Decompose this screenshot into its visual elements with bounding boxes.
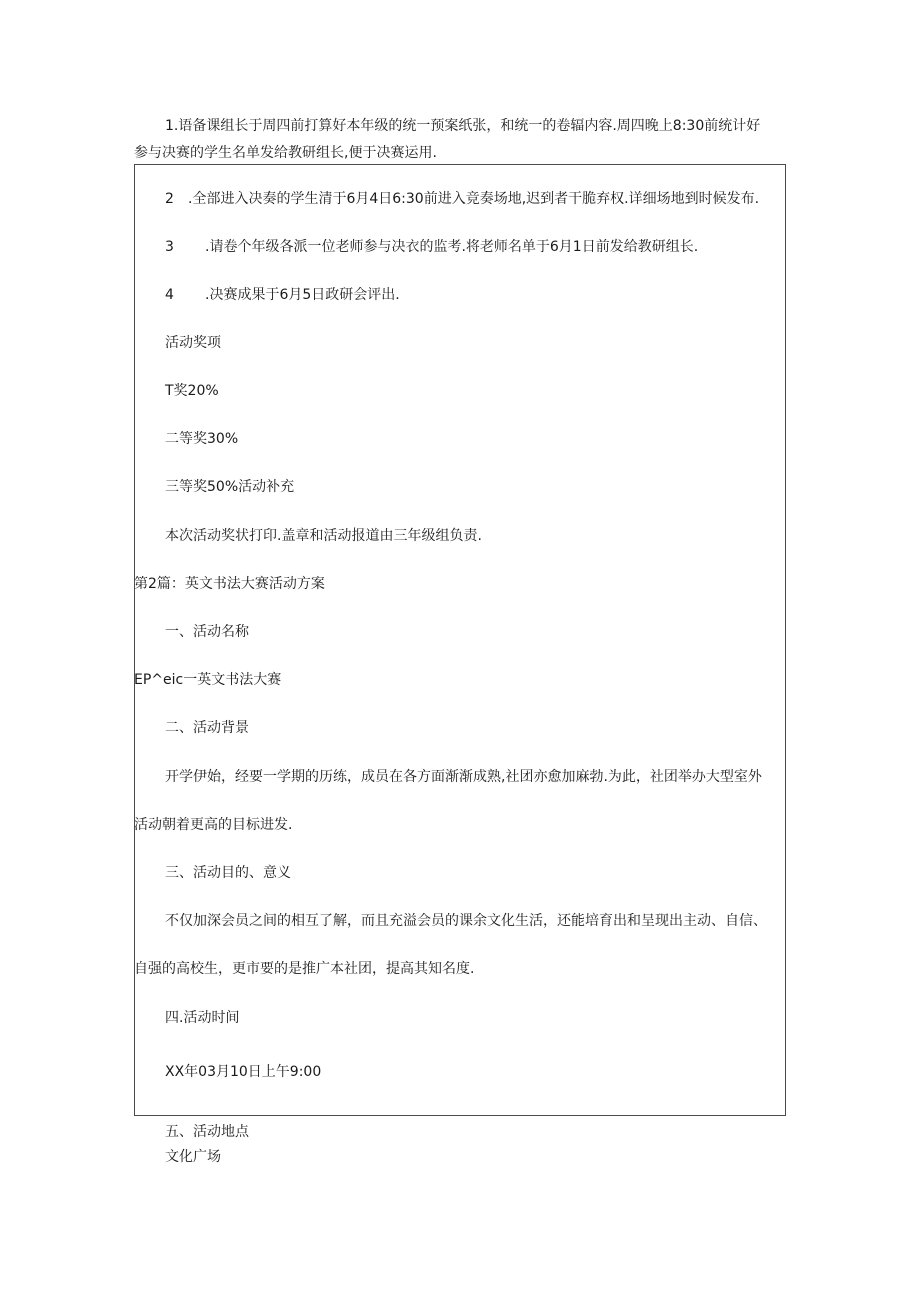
- award-first: T奖20%: [165, 383, 219, 399]
- item-text-3: .请卷个年级各派一位老师参与决衣的监考.将老师名单于6月1日前发给教研组长.: [205, 239, 699, 255]
- section3-line-2: 自强的高校生，更市要的是推广本社团，提高其知名度.: [134, 961, 475, 977]
- section2-line-1: 开学伊始，经要一学期的历练，成员在各方面渐渐成熟,社团亦愈加麻勃.为此，社团举办大型室外: [165, 769, 762, 785]
- section5-content: 文化广场: [165, 1149, 221, 1165]
- intro-line-1: 1.语备课组长于周四前打算好本年级的统一预案纸张，和统一的卷辐内容.周四晚上8:30前统计好: [165, 118, 761, 134]
- awards-heading: 活动奖项: [165, 335, 221, 351]
- award-second: 二等奖30%: [165, 431, 239, 447]
- item-text-4: .决赛成果于6月5日政研会评出.: [205, 287, 400, 303]
- section1-heading: 一、活动名称: [165, 624, 249, 640]
- section5-heading: 五、活动地点: [165, 1124, 249, 1140]
- item-number-2: 2: [165, 191, 174, 207]
- item-text-2: .全部进入决奏的学生清于6月4日6:30前进入竞奏场地,迟到者干脆弃权.详细场地到时候发布.: [188, 191, 760, 207]
- article2-title: 第2篇：英文书法大赛活动方案: [134, 576, 325, 592]
- intro-line-2: 参与决赛的学生名单发给教研组长,便于决赛运用.: [134, 145, 437, 161]
- award-third: 三等奖50%活动补充: [165, 479, 295, 495]
- section3-heading: 三、活动目的、意义: [165, 865, 291, 881]
- item-number-3: 3: [165, 239, 174, 255]
- section2-line-2: 活动朝着更高的目标进发.: [134, 817, 293, 833]
- section4-heading: 四.活动时间: [165, 1010, 240, 1026]
- section2-heading: 二、活动背景: [165, 720, 249, 736]
- supplement-text: 本次活动奖状打印.盖章和活动报道由三年级组负责.: [165, 528, 482, 544]
- section1-content: EP^eic一英文书法大赛: [134, 672, 282, 688]
- item-number-4: 4: [165, 287, 174, 303]
- section3-line-1: 不仅加深会员之间的相互了解，而且充溢会员的课余文化生活，还能培育出和呈现出主动、自信、: [165, 913, 767, 929]
- section4-content: XX年03月10日上午9:00: [165, 1064, 322, 1080]
